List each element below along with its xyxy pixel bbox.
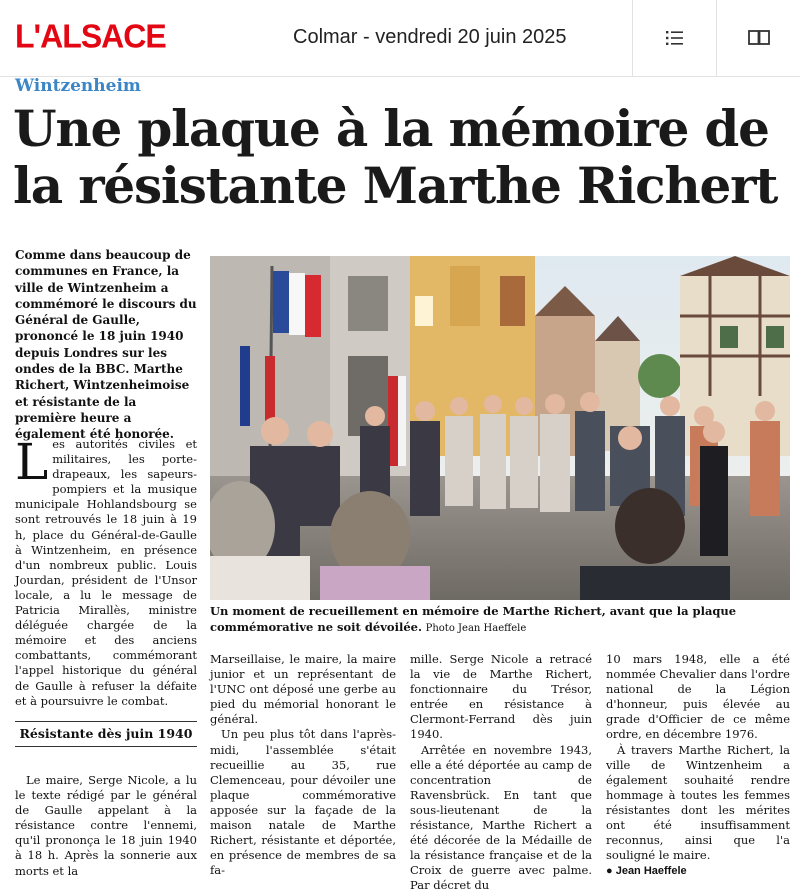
article-signature — [606, 863, 790, 879]
intertitle: Résistante dès juin 1940 — [15, 721, 197, 747]
body-column-1-continued — [15, 773, 197, 879]
photo-caption — [210, 603, 790, 637]
body-paragraph: Le maire, Serge Nicole, a lu le texte rédigé par le général de Gaulle appelant à la résistance contre l'ennemi, qu'il prononça le 18 juin 1940 à 18 h. Après la sonnerie aux morts et la — [15, 773, 197, 878]
body-paragraph: mille. Serge Nicole a retracé la vie de Marthe Richert, fonctionnaire du Trésor, entrée en résistance à Clermont-Ferrand dès juin 1940. — [410, 652, 592, 742]
body-paragraph: Un peu plus tôt dans l'après-midi, l'assemblée s'était recueillie au 35, rue Clemenceau, pour dévoiler une plaque commémorative apposée sur la façade de la maison natale de Marthe Richert, résistante et déportée, en présence de membres de sa fa- — [210, 727, 396, 878]
body-column-1 — [15, 433, 197, 709]
ceremony-photo — [210, 256, 790, 600]
body-paragraph: À travers Marthe Richert, la ville de Wintzenheim a également souhaité rendre hommage à toutes les femmes résistantes dont les mérites ont été insuffisamment reconnus, ainsi que l'a souligné le maire. — [606, 742, 790, 863]
body-column-3 — [410, 652, 592, 894]
caption-text: Un moment de recueillement en mémoire de Marthe Richert, avant que la plaque commémorative ne soit dévoilée. — [210, 604, 737, 634]
photo-credit: Photo Jean Haeffele — [425, 623, 527, 634]
edition-date: Colmar - vendredi 20 juin 2025 — [293, 26, 567, 48]
list-icon — [665, 29, 685, 47]
book-open-icon — [747, 29, 771, 47]
body-column-4 — [606, 652, 790, 879]
body-column-2 — [210, 652, 396, 878]
article-kicker: Wintzenheim — [15, 76, 141, 96]
logo[interactable]: L'ALSACE — [15, 17, 166, 55]
body-paragraph: Marseillaise, le maire, la maire junior et un représentant de l'UNC ont déposé une gerbe au pied du mémorial honorant le général. — [210, 652, 396, 727]
body-paragraph: es autorités civiles et militaires, les porte-drapeaux, les sapeurs-pompiers et la musique municipale Hohlandsbourg se sont retrouvés le 18 juin à 19 h, place du Général-de-Gaulle à Wintzenheim, en présence d'un nombreux public. Louis Jourdan, président de l'Unsor locale, a lu le message de Patricia Mirallès, ministre déléguée chargée de la mémoire et des anciens combattants, commémorant l'appel historique du général de Gaulle à refuser la défaite et à poursuivre le combat. — [15, 437, 197, 708]
signature-name: Jean Haeffele — [615, 865, 687, 878]
article-photo[interactable] — [210, 256, 790, 600]
body-paragraph: 10 mars 1948, elle a été nommée Chevalier dans l'ordre national de la Légion d'honneur, puis élevée au grade d'Officier de ce même ordre, en décembre 1976. — [606, 652, 790, 742]
table-of-contents-button[interactable] — [632, 0, 717, 76]
bullet-icon: ● — [606, 865, 616, 878]
drop-cap: L — [15, 433, 49, 491]
top-bar — [0, 0, 800, 77]
article-standfirst: Comme dans beaucoup de communes en France, la ville de Wintzenheim a commémoré le discours du Général de Gaulle, prononcé le 18 juin 1940 depuis Londres sur les ondes de la BBC. Marthe Richert, Wintzenheimoise et résistante de la première heure a également été honorée. — [15, 248, 197, 442]
article-title: Une plaque à la mémoire de la résistante Marthe Richert — [13, 99, 778, 215]
page-view-button[interactable] — [716, 0, 800, 76]
body-paragraph: Arrêtée en novembre 1943, elle a été déportée au camp de concentration de Ravensbrück. En tant que sous-lieutenant de la résistance, Marthe Richert a été décorée de la Médaille de la résistance française et de la Croix de guerre avec palme. Par décret du — [410, 742, 592, 893]
